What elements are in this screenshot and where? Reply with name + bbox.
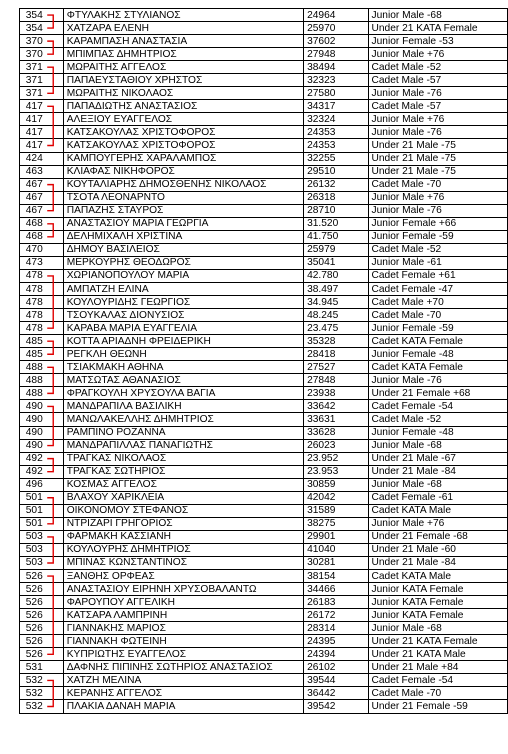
athlete-name-cell: ΒΛΑΧΟΥ ΧΑΡΙΚΛΕΙΑ: [63, 491, 303, 504]
table-row: [20, 48, 508, 61]
license-number-cell: 26318: [304, 191, 368, 204]
license-number-cell: 28418: [304, 348, 368, 361]
category-cell: Cadet Female -54: [368, 400, 507, 413]
table-row: [20, 465, 508, 478]
category-cell: Junior Male +76: [368, 48, 507, 61]
license-number-cell: 23.953: [304, 465, 368, 478]
license-number-cell: 31.520: [304, 217, 368, 230]
athlete-name-cell: ΤΣΟΥΚΑΛΑΣ ΔΙΟΝΥΣΙΟΣ: [63, 309, 303, 322]
athlete-name-cell: ΠΛΑΚΙΑ ΔΑΝΑΗ ΜΑΡΙΑ: [63, 700, 303, 713]
club-id-cell: 488: [20, 361, 64, 374]
athlete-name-cell: ΚΑΜΠΟΥΓΕΡΗΣ ΧΑΡΑΛΑΜΠΟΣ: [63, 152, 303, 165]
category-cell: Junior Male -76: [368, 204, 507, 217]
athlete-name-cell: ΦΑΡΟΥΠΟΥ ΑΓΓΕΛΙΚΗ: [63, 596, 303, 609]
table-row: [20, 609, 508, 622]
category-cell: Under 21 Female +68: [368, 387, 507, 400]
table-row: [20, 269, 508, 282]
table-row: [20, 178, 508, 191]
athlete-name-cell: ΜΩΡΑΙΤΗΣ ΝΙΚΟΛΑΟΣ: [63, 87, 303, 100]
club-id-cell: 467: [20, 191, 64, 204]
license-number-cell: 41040: [304, 543, 368, 556]
category-cell: Under 21 Male -84: [368, 556, 507, 569]
athlete-name-cell: ΦΡΑΓΚΟΥΛΗ ΧΡΥΣΟΥΛΑ ΒΑΓΙΑ: [63, 387, 303, 400]
table-row: [20, 635, 508, 648]
license-number-cell: 26023: [304, 439, 368, 452]
table-row: [20, 296, 508, 309]
license-number-cell: 39544: [304, 674, 368, 687]
table-row: [20, 204, 508, 217]
club-id-cell: 490: [20, 426, 64, 439]
club-id-cell: 470: [20, 243, 64, 256]
athlete-name-cell: ΠΑΠΑΔΙΩΤΗΣ ΑΝΑΣΤΑΣΙΟΣ: [63, 100, 303, 113]
license-number-cell: 32323: [304, 74, 368, 87]
license-number-cell: 41.750: [304, 230, 368, 243]
license-number-cell: 25979: [304, 243, 368, 256]
license-number-cell: 35328: [304, 335, 368, 348]
license-number-cell: 28710: [304, 204, 368, 217]
category-cell: Cadet KATA Male: [368, 570, 507, 583]
license-number-cell: 34317: [304, 100, 368, 113]
license-number-cell: 38.497: [304, 282, 368, 295]
table-row: [20, 361, 508, 374]
athlete-name-cell: ΤΣΟΤΑ ΛΕΟΝΑΡΝΤΟ: [63, 191, 303, 204]
category-cell: Junior Male +76: [368, 517, 507, 530]
club-id-cell: 488: [20, 374, 64, 387]
athlete-name-cell: ΜΑΝΔΡΑΠΙΛΑ ΒΑΣΙΛΙΚΗ: [63, 400, 303, 413]
table-row: [20, 126, 508, 139]
athlete-name-cell: ΧΩΡΙΑΝΟΠΟΥΛΟΥ ΜΑΡΙΑ: [63, 269, 303, 282]
license-number-cell: 34466: [304, 583, 368, 596]
club-id-cell: 490: [20, 439, 64, 452]
table-row: [20, 700, 508, 713]
athlete-name-cell: ΚΟΥΛΟΥΡΗΣ ΔΗΜΗΤΡΙΟΣ: [63, 543, 303, 556]
category-cell: Cadet Male -52: [368, 413, 507, 426]
table-row: [20, 674, 508, 687]
table-row: [20, 9, 508, 22]
club-id-cell: 532: [20, 700, 64, 713]
license-number-cell: 48.245: [304, 309, 368, 322]
athlete-name-cell: ΜΑΝΩΛΑΚΕΛΛΗΣ ΔΗΜΗΤΡΙΟΣ: [63, 413, 303, 426]
category-cell: Under 21 KATA Female: [368, 635, 507, 648]
table-row: [20, 596, 508, 609]
athlete-name-cell: ΝΤΡΙΖΑΡΙ ΓΡΗΓΟΡΙΟΣ: [63, 517, 303, 530]
club-id-cell: 492: [20, 452, 64, 465]
club-id-cell: 501: [20, 517, 64, 530]
license-number-cell: 30859: [304, 478, 368, 491]
club-id-cell: 526: [20, 570, 64, 583]
license-number-cell: 28314: [304, 622, 368, 635]
category-cell: Junior Male +76: [368, 191, 507, 204]
club-id-cell: 478: [20, 296, 64, 309]
table-row: [20, 413, 508, 426]
license-number-cell: 25970: [304, 22, 368, 35]
club-id-cell: 526: [20, 635, 64, 648]
athlete-name-cell: ΚΟΤΤΑ ΑΡΙΑΔΝΗ ΦΡΕΙΔΕΡΙΚΗ: [63, 335, 303, 348]
athlete-name-cell: ΦΑΡΜΑΚΗ ΚΑΣΣΙΑΝΗ: [63, 530, 303, 543]
license-number-cell: 35041: [304, 256, 368, 269]
category-cell: Junior Male +76: [368, 113, 507, 126]
table-row: [20, 256, 508, 269]
table-row: [20, 687, 508, 700]
table-row: [20, 152, 508, 165]
athlete-name-cell: ΚΑΤΣΑΚΟΥΛΑΣ ΧΡΙΣΤΟΦΟΡΟΣ: [63, 126, 303, 139]
club-id-cell: 354: [20, 9, 64, 22]
table-row: [20, 426, 508, 439]
category-cell: Under 21 Male -75: [368, 152, 507, 165]
license-number-cell: 23.952: [304, 452, 368, 465]
license-number-cell: 42042: [304, 491, 368, 504]
table-row: [20, 35, 508, 48]
category-cell: Cadet Female -61: [368, 491, 507, 504]
club-id-cell: 485: [20, 348, 64, 361]
athlete-name-cell: ΚΟΣΜΑΣ ΑΓΓΕΛΟΣ: [63, 478, 303, 491]
club-id-cell: 417: [20, 126, 64, 139]
table-row: [20, 22, 508, 35]
category-cell: Junior Female -59: [368, 322, 507, 335]
club-id-cell: 501: [20, 491, 64, 504]
category-cell: Cadet Male +70: [368, 296, 507, 309]
category-cell: Under 21 Male -75: [368, 165, 507, 178]
club-id-cell: 492: [20, 465, 64, 478]
table-row: [20, 309, 508, 322]
athlete-name-cell: ΚΛΙΑΦΑΣ ΝΙΚΗΦΟΡΟΣ: [63, 165, 303, 178]
license-number-cell: 34.945: [304, 296, 368, 309]
athlete-name-cell: ΚΟΥΛΟΥΡΙΔΗΣ ΓΕΩΡΓΙΟΣ: [63, 296, 303, 309]
category-cell: Cadet KATA Female: [368, 361, 507, 374]
license-number-cell: 39542: [304, 700, 368, 713]
club-id-cell: 488: [20, 387, 64, 400]
category-cell: Cadet Female +61: [368, 269, 507, 282]
category-cell: Under 21 Male -60: [368, 543, 507, 556]
category-cell: Under 21 Female -59: [368, 700, 507, 713]
category-cell: Junior Male -68: [368, 478, 507, 491]
athlete-name-cell: ΔΑΦΝΗΣ ΠΙΠΙΝΗΣ ΣΩΤΗΡΙΟΣ ΑΝΑΣΤΑΣΙΟΣ: [63, 661, 303, 674]
category-cell: Junior Female -48: [368, 348, 507, 361]
club-id-cell: 468: [20, 230, 64, 243]
license-number-cell: 24394: [304, 648, 368, 661]
license-number-cell: 26183: [304, 596, 368, 609]
athlete-name-cell: ΠΑΠΑΖΗΣ ΣΤΑΥΡΟΣ: [63, 204, 303, 217]
license-number-cell: 30281: [304, 556, 368, 569]
category-cell: Junior Male -68: [368, 9, 507, 22]
athlete-name-cell: ΑΝΑΣΤΑΣΙΟΥ ΕΙΡΗΝΗ ΧΡΥΣΟΒΑΛΑΝΤΩ: [63, 583, 303, 596]
club-id-cell: 526: [20, 609, 64, 622]
license-number-cell: 27580: [304, 87, 368, 100]
club-id-cell: 496: [20, 478, 64, 491]
athlete-name-cell: ΧΑΤΖΑΡΑ ΕΛΕΝΗ: [63, 22, 303, 35]
club-id-cell: 501: [20, 504, 64, 517]
license-number-cell: 26172: [304, 609, 368, 622]
athlete-name-cell: ΦΤΥΛΑΚΗΣ ΣΤΥΛΙΑΝΟΣ: [63, 9, 303, 22]
category-cell: Cadet KATA Male: [368, 504, 507, 517]
table-row: [20, 191, 508, 204]
club-id-cell: 371: [20, 74, 64, 87]
license-number-cell: 38154: [304, 570, 368, 583]
category-cell: Junior KATA Female: [368, 583, 507, 596]
license-number-cell: 33631: [304, 413, 368, 426]
category-cell: Cadet Female -54: [368, 674, 507, 687]
athlete-name-cell: ΤΡΑΓΚΑΣ ΣΩΤΗΡΙΟΣ: [63, 465, 303, 478]
athlete-name-cell: ΑΝΑΣΤΑΣΙΟΥ ΜΑΡΙΑ ΓΕΩΡΓΙΑ: [63, 217, 303, 230]
license-number-cell: 37602: [304, 35, 368, 48]
athlete-name-cell: ΑΜΠΑΤΖΗ ΕΛΙΝΑ: [63, 282, 303, 295]
license-number-cell: 24964: [304, 9, 368, 22]
athlete-name-cell: ΚΥΠΡΙΩΤΗΣ ΕΥΑΓΓΕΛΟΣ: [63, 648, 303, 661]
table-row: [20, 530, 508, 543]
category-cell: Junior Male -68: [368, 622, 507, 635]
athlete-name-cell: ΜΕΡΚΟΥΡΗΣ ΘΕΟΔΩΡΟΣ: [63, 256, 303, 269]
table-row: [20, 478, 508, 491]
category-cell: Junior Male -61: [368, 256, 507, 269]
club-id-cell: 371: [20, 87, 64, 100]
category-cell: Junior Female -59: [368, 230, 507, 243]
table-row: [20, 374, 508, 387]
table-row: [20, 74, 508, 87]
category-cell: Under 21 Female -68: [368, 530, 507, 543]
athlete-name-cell: ΞΑΝΘΗΣ ΟΡΦΕΑΣ: [63, 570, 303, 583]
category-cell: Cadet Female -47: [368, 282, 507, 295]
table-row: [20, 400, 508, 413]
club-id-cell: 478: [20, 282, 64, 295]
category-cell: Cadet Male -70: [368, 178, 507, 191]
license-number-cell: 26102: [304, 661, 368, 674]
category-cell: Junior Male -76: [368, 374, 507, 387]
club-id-cell: 370: [20, 48, 64, 61]
table-row: [20, 322, 508, 335]
category-cell: Junior Female -48: [368, 426, 507, 439]
table-row: [20, 517, 508, 530]
license-number-cell: 32255: [304, 152, 368, 165]
athlete-name-cell: ΡΑΜΠΙΝΟ ΡΟΖΑΝΝΑ: [63, 426, 303, 439]
athlete-name-cell: ΟΙΚΟΝΟΜΟΥ ΣΤΕΦΑΝΟΣ: [63, 504, 303, 517]
club-id-cell: 354: [20, 22, 64, 35]
license-number-cell: 33628: [304, 426, 368, 439]
club-id-cell: 467: [20, 178, 64, 191]
license-number-cell: 23938: [304, 387, 368, 400]
category-cell: Junior Female +66: [368, 217, 507, 230]
athlete-name-cell: ΚΑΡΑΜΠΑΣΗ ΑΝΑΣΤΑΣΙΑ: [63, 35, 303, 48]
athlete-table: [19, 8, 508, 714]
table-row: [20, 217, 508, 230]
athlete-name-cell: ΜΑΝΔΡΑΠΙΛΛΑΣ ΠΑΝΑΓΙΩΤΗΣ: [63, 439, 303, 452]
table-row: [20, 335, 508, 348]
table-row: [20, 113, 508, 126]
table-row: [20, 230, 508, 243]
athlete-name-cell: ΜΠΙΝΑΣ ΚΩΝΣΤΑΝΤΙΝΟΣ: [63, 556, 303, 569]
club-id-cell: 531: [20, 661, 64, 674]
table-row: [20, 439, 508, 452]
table-row: [20, 543, 508, 556]
club-id-cell: 490: [20, 400, 64, 413]
club-id-cell: 424: [20, 152, 64, 165]
category-cell: Cadet Male -52: [368, 243, 507, 256]
category-cell: Under 21 KATA Female: [368, 22, 507, 35]
license-number-cell: 24395: [304, 635, 368, 648]
club-id-cell: 370: [20, 35, 64, 48]
athlete-name-cell: ΠΑΠΑΕΥΣΤΑΘΙΟΥ ΧΡΗΣΤΟΣ: [63, 74, 303, 87]
athlete-name-cell: ΓΙΑΝΝΑΚΗΣ ΜΑΡΙΟΣ: [63, 622, 303, 635]
athlete-name-cell: ΤΣΙΑΚΜΑΚΗ ΑΘΗΝΑ: [63, 361, 303, 374]
club-id-cell: 526: [20, 622, 64, 635]
athlete-name-cell: ΜΩΡΑΙΤΗΣ ΑΓΓΕΛΟΣ: [63, 61, 303, 74]
athlete-name-cell: ΚΑΤΣΑΡΑ ΛΑΜΠΡΙΝΗ: [63, 609, 303, 622]
table-row: [20, 282, 508, 295]
athlete-name-cell: ΚΑΡΑΒΑ ΜΑΡΙΑ ΕΥΑΓΓΕΛΙΑ: [63, 322, 303, 335]
table-row: [20, 100, 508, 113]
athlete-name-cell: ΔΕΛΗΜΙΧΑΛΗ ΧΡΙΣΤΙΝΑ: [63, 230, 303, 243]
license-number-cell: 36442: [304, 687, 368, 700]
category-cell: Cadet Male -52: [368, 61, 507, 74]
club-id-cell: 473: [20, 256, 64, 269]
license-number-cell: 29901: [304, 530, 368, 543]
category-cell: Cadet Male -70: [368, 687, 507, 700]
club-id-cell: 503: [20, 556, 64, 569]
table-row: [20, 452, 508, 465]
category-cell: Under 21 Male -67: [368, 452, 507, 465]
license-number-cell: 26132: [304, 178, 368, 191]
table-row: [20, 491, 508, 504]
table-row: [20, 165, 508, 178]
athlete-name-cell: ΚΕΡΑΝΗΣ ΑΓΓΕΛΟΣ: [63, 687, 303, 700]
club-id-cell: 463: [20, 165, 64, 178]
athlete-name-cell: ΚΑΤΣΑΚΟΥΛΑΣ ΧΡΙΣΤΟΦΟΡΟΣ: [63, 139, 303, 152]
club-id-cell: 417: [20, 139, 64, 152]
club-id-cell: 526: [20, 596, 64, 609]
category-cell: Under 21 KATA Male: [368, 648, 507, 661]
table-row: [20, 87, 508, 100]
club-id-cell: 467: [20, 204, 64, 217]
club-id-cell: 526: [20, 583, 64, 596]
category-cell: Junior KATA Female: [368, 596, 507, 609]
athlete-name-cell: ΤΡΑΓΚΑΣ ΝΙΚΟΛΑΟΣ: [63, 452, 303, 465]
category-cell: Cadet Male -57: [368, 74, 507, 87]
club-id-cell: 371: [20, 61, 64, 74]
license-number-cell: 32324: [304, 113, 368, 126]
club-id-cell: 478: [20, 269, 64, 282]
license-number-cell: 24353: [304, 126, 368, 139]
athlete-name-cell: ΓΙΑΝΝΑΚΗ ΦΩΤΕΙΝΗ: [63, 635, 303, 648]
athlete-name-cell: ΜΠΙΜΠΑΣ ΔΗΜΗΤΡΙΟΣ: [63, 48, 303, 61]
table-row: [20, 556, 508, 569]
license-number-cell: 42.780: [304, 269, 368, 282]
athlete-name-cell: ΡΕΓΚΛΗ ΘΕΩΝΗ: [63, 348, 303, 361]
athlete-name-cell: ΑΛΕΞΙΟΥ ΕΥΑΓΓΕΛΟΣ: [63, 113, 303, 126]
license-number-cell: 31589: [304, 504, 368, 517]
table-row: [20, 648, 508, 661]
category-cell: Under 21 Male +84: [368, 661, 507, 674]
athlete-name-cell: ΜΑΤΣΩΤΑΣ ΑΘΑΝΑΣΙΟΣ: [63, 374, 303, 387]
category-cell: Junior Male -68: [368, 439, 507, 452]
table-row: [20, 583, 508, 596]
club-id-cell: 532: [20, 674, 64, 687]
category-cell: Under 21 Male -75: [368, 139, 507, 152]
license-number-cell: 38494: [304, 61, 368, 74]
category-cell: Cadet Male -70: [368, 309, 507, 322]
license-number-cell: 24353: [304, 139, 368, 152]
license-number-cell: 27948: [304, 48, 368, 61]
club-id-cell: 526: [20, 648, 64, 661]
category-cell: Junior Male -76: [368, 126, 507, 139]
table-row: [20, 570, 508, 583]
license-number-cell: 27527: [304, 361, 368, 374]
license-number-cell: 23.475: [304, 322, 368, 335]
club-id-cell: 503: [20, 530, 64, 543]
club-id-cell: 468: [20, 217, 64, 230]
license-number-cell: 27848: [304, 374, 368, 387]
club-id-cell: 485: [20, 335, 64, 348]
category-cell: Junior Male -76: [368, 87, 507, 100]
table-row: [20, 243, 508, 256]
category-cell: Cadet Male -57: [368, 100, 507, 113]
table-row: [20, 622, 508, 635]
table-row: [20, 61, 508, 74]
table-row: [20, 348, 508, 361]
category-cell: Junior Female -53: [368, 35, 507, 48]
club-id-cell: 490: [20, 413, 64, 426]
athlete-name-cell: ΧΑΤΖΗ ΜΕΛΙΝΑ: [63, 674, 303, 687]
club-id-cell: 503: [20, 543, 64, 556]
license-number-cell: 29510: [304, 165, 368, 178]
club-id-cell: 417: [20, 100, 64, 113]
table-row: [20, 139, 508, 152]
club-id-cell: 532: [20, 687, 64, 700]
table-row: [20, 387, 508, 400]
category-cell: Under 21 Male -84: [368, 465, 507, 478]
club-id-cell: 478: [20, 322, 64, 335]
license-number-cell: 38275: [304, 517, 368, 530]
athlete-table-body: [20, 9, 508, 714]
category-cell: Junior KATA Female: [368, 609, 507, 622]
club-id-cell: 417: [20, 113, 64, 126]
table-row: [20, 661, 508, 674]
table-row: [20, 504, 508, 517]
athlete-name-cell: ΚΟΥΤΑΛΙΑΡΗΣ ΔΗΜΟΣΘΕΝΗΣ ΝΙΚΟΛΑΟΣ: [63, 178, 303, 191]
athlete-name-cell: ΔΗΜΟΥ ΒΑΣΙΛΕΙΟΣ: [63, 243, 303, 256]
category-cell: Cadet KATA Female: [368, 335, 507, 348]
club-id-cell: 478: [20, 309, 64, 322]
license-number-cell: 33642: [304, 400, 368, 413]
